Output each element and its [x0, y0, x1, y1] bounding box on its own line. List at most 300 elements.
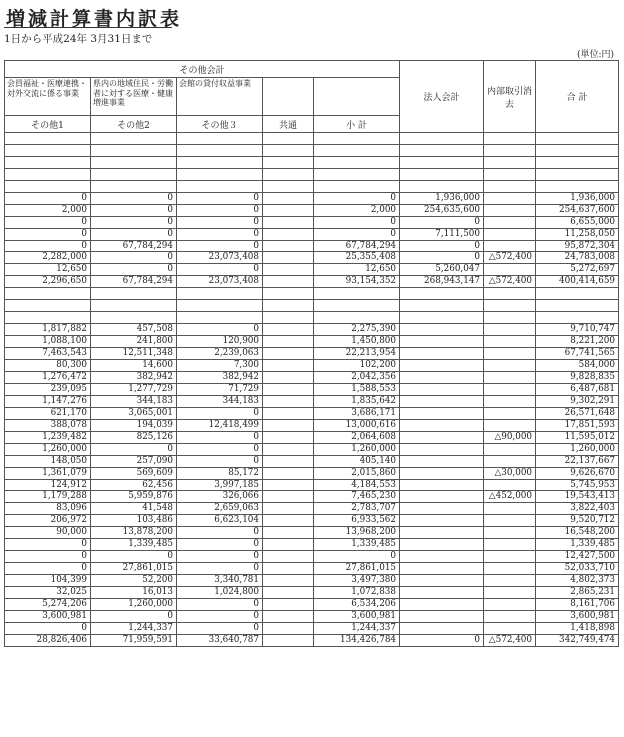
- table-cell: 52,033,710: [536, 563, 619, 575]
- table-cell: 85,172: [177, 467, 263, 479]
- unit-label: (単位:円): [576, 50, 614, 60]
- table-cell: 0: [5, 240, 91, 252]
- table-cell: 8,161,706: [536, 599, 619, 611]
- table-cell: 9,520,712: [536, 515, 619, 527]
- table-cell: [484, 192, 536, 204]
- table-cell: [400, 503, 484, 515]
- table-cell: [91, 144, 177, 156]
- table-cell: [400, 419, 484, 431]
- table-cell: [91, 300, 177, 312]
- table-cell: [400, 455, 484, 467]
- table-cell: [536, 156, 619, 168]
- table-row: [5, 395, 619, 407]
- table-cell: 2,042,356: [314, 371, 400, 383]
- table-cell: 62,456: [91, 479, 177, 491]
- table-cell: 1,835,642: [314, 395, 400, 407]
- table-cell: 26,571,648: [536, 407, 619, 419]
- table-cell: [484, 383, 536, 395]
- table-row: [5, 622, 619, 634]
- table-cell: 257,090: [91, 455, 177, 467]
- table-cell: [400, 407, 484, 419]
- table-cell: 3,686,171: [314, 407, 400, 419]
- table-cell: [263, 634, 314, 646]
- table-cell: [263, 563, 314, 575]
- table-row: [5, 133, 619, 145]
- table-cell: 569,609: [91, 467, 177, 479]
- table-row: [5, 204, 619, 216]
- table-cell: 0: [5, 563, 91, 575]
- table-row: [5, 312, 619, 324]
- table-cell: [484, 455, 536, 467]
- table-cell: [484, 133, 536, 145]
- table-cell: 13,000,616: [314, 419, 400, 431]
- table-cell: 103,486: [91, 515, 177, 527]
- table-cell: 0: [177, 527, 263, 539]
- table-cell: [263, 479, 314, 491]
- table-row: [5, 383, 619, 395]
- table-cell: 584,000: [536, 359, 619, 371]
- table-cell: [263, 216, 314, 228]
- table-cell: [177, 312, 263, 324]
- table-cell: [263, 515, 314, 527]
- table-cell: 14,600: [91, 359, 177, 371]
- table-cell: 2,659,063: [177, 503, 263, 515]
- table-cell: 2,275,390: [314, 324, 400, 336]
- table-cell: [177, 156, 263, 168]
- table-cell: 5,959,876: [91, 491, 177, 503]
- table-cell: 2,064,608: [314, 431, 400, 443]
- table-cell: 0: [400, 240, 484, 252]
- table-cell: [263, 527, 314, 539]
- table-cell: 13,968,200: [314, 527, 400, 539]
- table-cell: [263, 443, 314, 455]
- table-cell: [5, 180, 91, 192]
- table-cell: [484, 599, 536, 611]
- table-cell: 80,300: [5, 359, 91, 371]
- table-cell: [536, 180, 619, 192]
- table-cell: 1,024,800: [177, 587, 263, 599]
- table-cell: [314, 168, 400, 180]
- table-cell: 0: [91, 611, 177, 623]
- table-row: [5, 599, 619, 611]
- table-cell: [314, 312, 400, 324]
- table-cell: 12,427,500: [536, 551, 619, 563]
- table-cell: 6,623,104: [177, 515, 263, 527]
- table-cell: [263, 264, 314, 276]
- table-cell: [400, 563, 484, 575]
- table-cell: [400, 300, 484, 312]
- table-cell: 388,078: [5, 419, 91, 431]
- table-cell: 1,276,472: [5, 371, 91, 383]
- table-cell: [484, 336, 536, 348]
- table-cell: 1,339,485: [314, 539, 400, 551]
- table-cell: [400, 431, 484, 443]
- table-cell: [314, 144, 400, 156]
- table-cell: 6,933,562: [314, 515, 400, 527]
- table-row: [5, 527, 619, 539]
- table-cell: 0: [314, 216, 400, 228]
- table-cell: 134,426,784: [314, 634, 400, 646]
- table-cell: [91, 312, 177, 324]
- table-cell: [400, 575, 484, 587]
- table-cell: [400, 359, 484, 371]
- table-cell: [484, 264, 536, 276]
- table-cell: [5, 144, 91, 156]
- table-cell: △572,400: [484, 252, 536, 264]
- table-cell: 71,959,591: [91, 634, 177, 646]
- table-cell: 28,826,406: [5, 634, 91, 646]
- table-cell: 9,302,291: [536, 395, 619, 407]
- desc-subtotal: [314, 78, 400, 116]
- table-cell: 0: [314, 192, 400, 204]
- table-cell: [263, 575, 314, 587]
- table-cell: 9,626,670: [536, 467, 619, 479]
- table-cell: [400, 611, 484, 623]
- table-cell: 83,096: [5, 503, 91, 515]
- table-cell: △572,400: [484, 634, 536, 646]
- table-body: [5, 133, 619, 647]
- table-cell: [263, 407, 314, 419]
- table-cell: 8,221,200: [536, 336, 619, 348]
- table-cell: [5, 168, 91, 180]
- table-cell: [400, 515, 484, 527]
- table-cell: [400, 491, 484, 503]
- table-cell: 22,137,667: [536, 455, 619, 467]
- table-cell: 0: [177, 611, 263, 623]
- desc-other2: 県内の地域住民・労働者に対する医療・健康増進事業: [91, 78, 177, 116]
- table-cell: 5,274,206: [5, 599, 91, 611]
- table-cell: 4,184,553: [314, 479, 400, 491]
- table-cell: [400, 622, 484, 634]
- corporate-accounting-header: 法人会計: [400, 61, 484, 133]
- total-header: 合 計: [536, 61, 619, 133]
- table-cell: 0: [177, 264, 263, 276]
- table-cell: [263, 168, 314, 180]
- table-row: [5, 611, 619, 623]
- table-row: [5, 180, 619, 192]
- table-cell: 0: [177, 599, 263, 611]
- table-cell: 0: [177, 216, 263, 228]
- table-cell: 0: [177, 551, 263, 563]
- table-cell: 9,828,835: [536, 371, 619, 383]
- table-cell: [400, 527, 484, 539]
- table-cell: 344,183: [91, 395, 177, 407]
- table-cell: 3,340,781: [177, 575, 263, 587]
- table-cell: 67,784,294: [91, 240, 177, 252]
- table-cell: 5,745,953: [536, 479, 619, 491]
- desc-other3: 会館の貸付収益事業: [177, 78, 263, 116]
- table-cell: [484, 204, 536, 216]
- col-other3: その他３: [177, 116, 263, 133]
- table-cell: [484, 419, 536, 431]
- table-cell: [314, 133, 400, 145]
- table-cell: 22,213,954: [314, 348, 400, 360]
- table-cell: 13,878,200: [91, 527, 177, 539]
- table-cell: [400, 383, 484, 395]
- table-cell: [314, 156, 400, 168]
- table-cell: [5, 156, 91, 168]
- table-cell: 1,260,000: [5, 443, 91, 455]
- table-cell: 0: [400, 252, 484, 264]
- table-cell: 254,637,600: [536, 204, 619, 216]
- table-cell: △90,000: [484, 431, 536, 443]
- table-cell: [5, 300, 91, 312]
- table-cell: 382,942: [91, 371, 177, 383]
- table-cell: 1,588,553: [314, 383, 400, 395]
- table-cell: [400, 599, 484, 611]
- table-cell: [263, 599, 314, 611]
- table-cell: [484, 622, 536, 634]
- table-cell: 2,296,650: [5, 276, 91, 288]
- table-cell: 11,595,012: [536, 431, 619, 443]
- table-cell: [263, 491, 314, 503]
- table-row: [5, 443, 619, 455]
- table-cell: [263, 180, 314, 192]
- table-cell: [484, 407, 536, 419]
- table-cell: [263, 622, 314, 634]
- table-cell: 71,729: [177, 383, 263, 395]
- table-cell: 1,817,882: [5, 324, 91, 336]
- table-cell: 93,154,352: [314, 276, 400, 288]
- table-cell: △452,000: [484, 491, 536, 503]
- table-cell: 1,936,000: [536, 192, 619, 204]
- table-cell: 825,126: [91, 431, 177, 443]
- table-cell: 1,147,276: [5, 395, 91, 407]
- table-cell: [400, 348, 484, 360]
- table-cell: 6,487,681: [536, 383, 619, 395]
- table-cell: [177, 168, 263, 180]
- table-cell: [400, 371, 484, 383]
- table-cell: 1,361,079: [5, 467, 91, 479]
- table-cell: 1,277,729: [91, 383, 177, 395]
- table-cell: [263, 359, 314, 371]
- table-cell: 0: [177, 539, 263, 551]
- table-cell: [400, 539, 484, 551]
- table-cell: 0: [5, 551, 91, 563]
- table-cell: [91, 133, 177, 145]
- table-row: [5, 563, 619, 575]
- table-cell: [484, 228, 536, 240]
- table-cell: [263, 228, 314, 240]
- table-cell: 0: [177, 431, 263, 443]
- table-cell: [263, 144, 314, 156]
- table-cell: [263, 276, 314, 288]
- table-cell: [263, 192, 314, 204]
- table-cell: 0: [177, 443, 263, 455]
- table-cell: 5,260,047: [400, 264, 484, 276]
- table-cell: 24,783,008: [536, 252, 619, 264]
- table-cell: [91, 180, 177, 192]
- table-cell: 3,600,981: [5, 611, 91, 623]
- table-cell: 1,450,800: [314, 336, 400, 348]
- table-cell: 0: [5, 228, 91, 240]
- table-cell: 2,239,063: [177, 348, 263, 360]
- col-other2: その他2: [91, 116, 177, 133]
- table-row: [5, 515, 619, 527]
- table-cell: [484, 168, 536, 180]
- table-cell: [484, 216, 536, 228]
- table-cell: [263, 324, 314, 336]
- table-cell: 344,183: [177, 395, 263, 407]
- table-row: [5, 371, 619, 383]
- table-cell: [5, 133, 91, 145]
- page-title: 増減計算書内訳表: [6, 8, 183, 30]
- table-cell: [263, 419, 314, 431]
- table-cell: [400, 288, 484, 300]
- table-row: [5, 587, 619, 599]
- table-row: [5, 276, 619, 288]
- table-row: [5, 324, 619, 336]
- table-cell: 400,414,659: [536, 276, 619, 288]
- table-cell: [400, 133, 484, 145]
- table-cell: 1,260,000: [314, 443, 400, 455]
- table-cell: 0: [91, 216, 177, 228]
- table-cell: 7,463,543: [5, 348, 91, 360]
- table-cell: [400, 587, 484, 599]
- table-row: [5, 288, 619, 300]
- table-cell: [400, 156, 484, 168]
- table-cell: 0: [91, 264, 177, 276]
- table-cell: [484, 611, 536, 623]
- table-row: [5, 634, 619, 646]
- table-row: [5, 240, 619, 252]
- table-row: [5, 551, 619, 563]
- table-cell: [400, 395, 484, 407]
- table-cell: [177, 180, 263, 192]
- table-cell: 0: [91, 551, 177, 563]
- table-row: [5, 252, 619, 264]
- table-cell: 1,260,000: [536, 443, 619, 455]
- table-cell: 3,600,981: [536, 611, 619, 623]
- table-cell: 2,865,231: [536, 587, 619, 599]
- table-cell: [263, 204, 314, 216]
- table-cell: [484, 515, 536, 527]
- table-cell: 2,783,707: [314, 503, 400, 515]
- table-cell: 23,073,408: [177, 276, 263, 288]
- table-cell: 32,025: [5, 587, 91, 599]
- table-cell: 457,508: [91, 324, 177, 336]
- desc-other1: 会員福祉・医療連携・対外交流に係る事業: [5, 78, 91, 116]
- table-cell: [400, 324, 484, 336]
- table-cell: 6,534,206: [314, 599, 400, 611]
- table-cell: 0: [177, 407, 263, 419]
- table-cell: 382,942: [177, 371, 263, 383]
- table-cell: [400, 479, 484, 491]
- table-row: [5, 539, 619, 551]
- table-cell: 27,861,015: [314, 563, 400, 575]
- table-cell: 2,000: [5, 204, 91, 216]
- table-cell: [536, 133, 619, 145]
- table-cell: [263, 503, 314, 515]
- table-row: [5, 168, 619, 180]
- table-cell: [484, 527, 536, 539]
- table-cell: 67,784,294: [91, 276, 177, 288]
- table-cell: [484, 371, 536, 383]
- table-cell: △30,000: [484, 467, 536, 479]
- table-cell: [263, 587, 314, 599]
- table-cell: 621,170: [5, 407, 91, 419]
- table-cell: [400, 551, 484, 563]
- table-row: [5, 192, 619, 204]
- table-cell: [400, 144, 484, 156]
- table-row: [5, 407, 619, 419]
- table-cell: 0: [177, 204, 263, 216]
- table-cell: [484, 324, 536, 336]
- table-cell: 19,543,413: [536, 491, 619, 503]
- table-cell: 120,900: [177, 336, 263, 348]
- table-row: [5, 431, 619, 443]
- table-cell: 0: [400, 216, 484, 228]
- table-cell: [263, 383, 314, 395]
- table-cell: 0: [5, 539, 91, 551]
- table-cell: [536, 168, 619, 180]
- table-cell: 241,800: [91, 336, 177, 348]
- table-cell: [177, 144, 263, 156]
- table-cell: 1,260,000: [91, 599, 177, 611]
- table-cell: [484, 479, 536, 491]
- table-cell: 1,072,838: [314, 587, 400, 599]
- table-cell: 0: [177, 192, 263, 204]
- title-underline: [4, 27, 172, 28]
- table-cell: [400, 467, 484, 479]
- table-row: [5, 359, 619, 371]
- table-cell: 3,600,981: [314, 611, 400, 623]
- table-cell: 0: [91, 228, 177, 240]
- table-cell: [400, 336, 484, 348]
- table-row: [5, 467, 619, 479]
- table-cell: 12,418,499: [177, 419, 263, 431]
- table-cell: [484, 443, 536, 455]
- table-cell: 0: [5, 622, 91, 634]
- table-cell: 11,258,050: [536, 228, 619, 240]
- table-cell: 3,822,403: [536, 503, 619, 515]
- table-cell: 1,244,337: [91, 622, 177, 634]
- table-cell: [177, 300, 263, 312]
- table-cell: [484, 300, 536, 312]
- desc-common: [263, 78, 314, 116]
- table-cell: [91, 156, 177, 168]
- table-cell: [263, 252, 314, 264]
- table-cell: [263, 467, 314, 479]
- table-row: [5, 156, 619, 168]
- table-cell: 254,635,600: [400, 204, 484, 216]
- table-cell: 1,418,898: [536, 622, 619, 634]
- table-cell: [263, 551, 314, 563]
- internal-elimination-header: 内部取引消去: [484, 61, 536, 133]
- table-cell: [536, 300, 619, 312]
- table-cell: 1,244,337: [314, 622, 400, 634]
- table-cell: [263, 300, 314, 312]
- table-cell: [5, 288, 91, 300]
- table-cell: 4,802,373: [536, 575, 619, 587]
- table-row: [5, 216, 619, 228]
- table-cell: [484, 348, 536, 360]
- table-cell: 0: [177, 455, 263, 467]
- period-subtitle: 1日から平成24年 3月31日まで: [4, 33, 153, 45]
- table-cell: 52,200: [91, 575, 177, 587]
- table-cell: 0: [177, 228, 263, 240]
- table-row: [5, 144, 619, 156]
- table-cell: 2,282,000: [5, 252, 91, 264]
- table-cell: [484, 551, 536, 563]
- table-cell: [484, 144, 536, 156]
- table-cell: 33,640,787: [177, 634, 263, 646]
- col-subtotal: 小 計: [314, 116, 400, 133]
- table-cell: [263, 133, 314, 145]
- table-cell: 95,872,304: [536, 240, 619, 252]
- table-row: [5, 479, 619, 491]
- table-cell: 0: [400, 634, 484, 646]
